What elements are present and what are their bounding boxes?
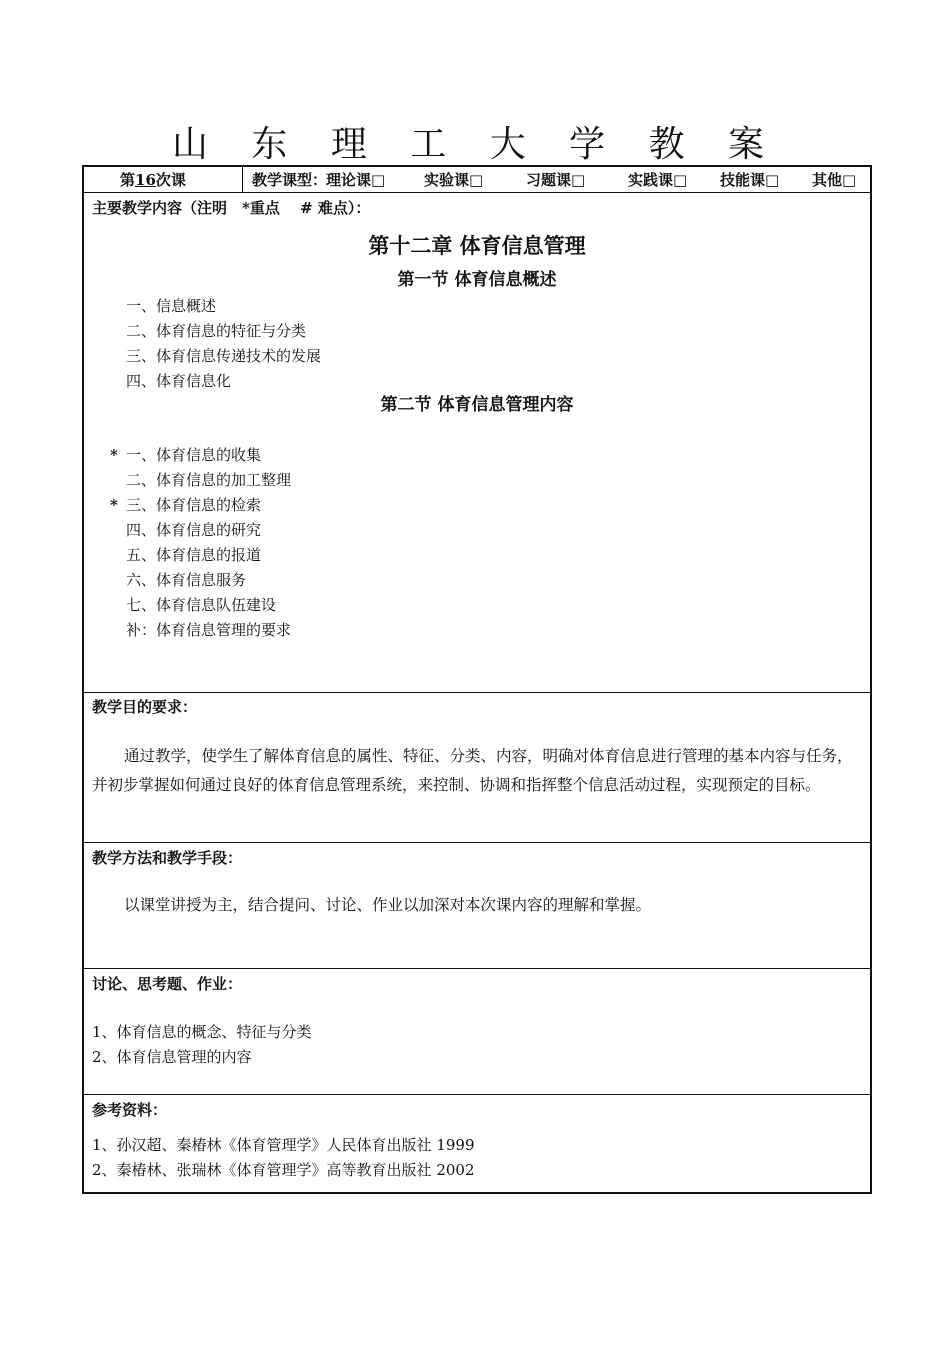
checkbox-icon: □	[765, 171, 780, 189]
list-item-text: 二、体育信息的特征与分类	[126, 322, 307, 340]
discussion-item: 1、体育信息的概念、特征与分类	[92, 1023, 312, 1041]
course-type-lab-label: 实验课	[424, 171, 470, 189]
checkbox-icon: □	[571, 171, 586, 189]
lesson-number-value: 16	[135, 171, 156, 189]
list-item-text: 一、信息概述	[126, 297, 217, 315]
course-type-other	[812, 170, 856, 190]
course-type-theory	[326, 170, 385, 190]
list-item: 三、体育信息的检索	[126, 496, 262, 514]
lesson-suffix: 次课	[155, 171, 186, 189]
methods-text: 以课堂讲授为主，结合提问、讨论、作业以加深对本次课内容的理解和掌握。	[124, 896, 652, 914]
row-divider	[84, 842, 870, 843]
list-item	[126, 371, 231, 391]
key-point-marker: *	[110, 496, 118, 514]
content-label: 主要教学内容（注明 *重点 # 难点）：	[92, 199, 371, 217]
list-item: 四、体育信息的研究	[126, 521, 262, 539]
list-item: 补：体育信息管理的要求	[126, 621, 292, 639]
row-divider	[84, 692, 870, 693]
course-type-exercise	[526, 170, 585, 190]
list-item: 二、体育信息的加工整理	[126, 471, 292, 489]
course-type-label: 教学课型：	[252, 171, 328, 189]
header-divider	[242, 167, 243, 192]
key-point-marker: *	[110, 446, 118, 464]
discussion-item: 2、体育信息管理的内容	[92, 1048, 252, 1066]
course-type-skill	[720, 170, 779, 190]
list-item: 七、体育信息队伍建设	[126, 596, 277, 614]
list-item: 一、体育信息的收集	[126, 446, 262, 464]
list-item	[126, 321, 306, 341]
course-type-other-label: 其他	[812, 171, 843, 189]
objectives-label: 教学目的要求：	[92, 698, 198, 716]
list-item	[126, 296, 216, 316]
section-2-title: 第二节 体育信息管理内容	[380, 395, 574, 415]
list-item-text: 三、体育信息传递技术的发展	[126, 347, 322, 365]
course-type-exercise-label: 习题课	[526, 171, 572, 189]
checkbox-icon: □	[371, 171, 386, 189]
lesson-plan-table	[82, 165, 872, 1194]
discussion-label: 讨论、思考题、作业：	[92, 975, 243, 993]
lesson-prefix: 第	[120, 171, 136, 189]
course-type-theory-label: 理论课	[326, 171, 372, 189]
chapter-title: 第十二章 体育信息管理	[368, 233, 586, 258]
document-title: 山 东 理 工 大 学 教 案	[171, 124, 781, 165]
reference-item: 2、秦椿林、张瑞林《体育管理学》高等教育出版社 2002	[92, 1161, 475, 1179]
references-label: 参考资料：	[92, 1101, 168, 1119]
list-item: 六、体育信息服务	[126, 571, 247, 589]
objectives-text: 通过教学，使学生了解体育信息的属性、特征、分类、内容，明确对体育信息进行管理的基本内容与任务，并初步掌握如何通过良好的体育信息管理系统，来控制、协调和指挥整个信息活动过程，实现预定的目标。	[92, 747, 853, 794]
checkbox-icon: □	[469, 171, 484, 189]
course-type-practice	[628, 170, 687, 190]
row-divider	[84, 1094, 870, 1095]
course-type-skill-label: 技能课	[720, 171, 766, 189]
list-item	[126, 346, 321, 366]
list-item: 五、体育信息的报道	[126, 546, 262, 564]
section-1-title: 第一节 体育信息概述	[397, 270, 557, 290]
reference-item: 1、孙汉超、秦椿林《体育管理学》人民体育出版社 1999	[92, 1136, 475, 1154]
row-divider	[84, 968, 870, 969]
list-item-text: 四、体育信息化	[126, 372, 232, 390]
lesson-number	[120, 170, 186, 190]
course-type-practice-label: 实践课	[628, 171, 674, 189]
course-type-lab	[424, 170, 483, 190]
checkbox-icon: □	[673, 171, 688, 189]
row-divider	[84, 192, 870, 193]
methods-label: 教学方法和教学手段：	[92, 849, 243, 867]
checkbox-icon: □	[842, 171, 857, 189]
